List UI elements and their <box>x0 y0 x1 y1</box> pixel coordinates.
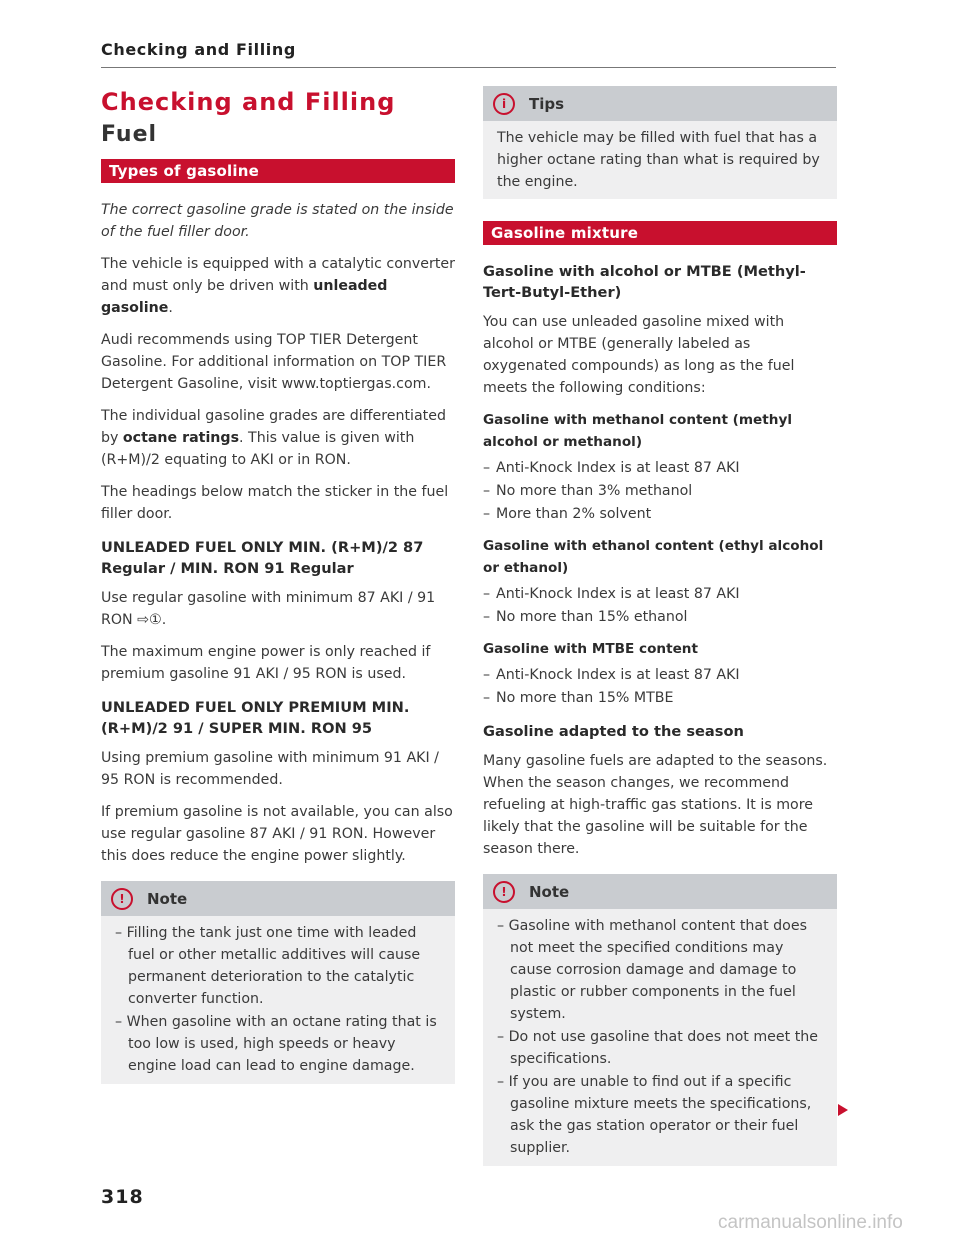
note-item: – Filling the tank just one time with leaded fuel or other metallic additives will cause permanent deterioration to the catalytic converter function. <box>115 925 421 1007</box>
heading-methanol: Gasoline with methanol content (methyl alcohol or methanol) <box>483 412 792 450</box>
chapter-title: Checking and Filling <box>101 88 396 116</box>
paragraph-octane: The individual gasoline grades are differentiated by octane ratings. This value is given with (R+M)/2 equating to AKI or in RON. <box>101 408 446 468</box>
list-item: – Anti-Knock Index is at least 87 AKI <box>483 460 740 476</box>
exclamation-circle-icon: ! <box>111 888 133 910</box>
note-item: – If you are unable to find out if a specific gasoline mixture meets the specifications, ask the gas station operator or their fuel supplier. <box>497 1074 812 1156</box>
watermark: carmanualsonline.info <box>718 1212 903 1233</box>
tips-box <box>483 86 837 199</box>
note-header <box>483 874 837 909</box>
section-bar-gasoline-mixture: Gasoline mixture <box>483 221 837 245</box>
left-column <box>101 82 455 1084</box>
paragraph-regular: Use regular gasoline with minimum 87 AKI / 91 RON ⇨①. <box>101 590 436 628</box>
paragraph-headings: The headings below match the sticker in the fuel filler door. <box>101 484 449 522</box>
heading-mtbe: Gasoline with MTBE content <box>483 641 698 657</box>
heading-season: Gasoline adapted to the season <box>483 723 744 740</box>
heading-ethanol: Gasoline with ethanol content (ethyl alcohol or ethanol) <box>483 538 824 576</box>
paragraph-premium: Using premium gasoline with minimum 91 AKI / 95 RON is recommended. <box>101 750 439 788</box>
paragraph-top-tier: Audi recommends using TOP TIER Detergent Gasoline. For additional information on TOP TIER Detergent Gasoline, visit www.toptiergas.com. <box>101 332 447 392</box>
exclamation-circle-icon: ! <box>493 881 515 903</box>
info-circle-icon: i <box>493 93 515 115</box>
heading-alcohol-mtbe: Gasoline with alcohol or MTBE (Methyl-Tert-Butyl-Ether) <box>483 263 806 301</box>
list-item: – Anti-Knock Index is at least 87 AKI <box>483 667 740 683</box>
right-column <box>483 86 837 1166</box>
note-title: Note <box>529 882 570 901</box>
note-item: – When gasoline with an octane rating that is too low is used, high speeds or heavy engine load can lead to engine damage. <box>115 1014 437 1074</box>
paragraph-season: Many gasoline fuels are adapted to the seasons. When the season changes, we recommend refueling at high-traffic gas stations. It is more likely that the gasoline will be suitable for the season there. <box>483 753 828 857</box>
paragraph-max-power: The maximum engine power is only reached if premium gasoline 91 AKI / 95 RON is used. <box>101 644 431 682</box>
list-item: – No more than 3% methanol <box>483 483 693 499</box>
note-header <box>101 881 455 916</box>
page-number: 318 <box>101 1186 144 1208</box>
running-header: Checking and Filling <box>101 40 836 68</box>
list-item: – No more than 15% ethanol <box>483 609 688 625</box>
list-item: – No more than 15% MTBE <box>483 690 674 706</box>
list-item: – More than 2% solvent <box>483 506 652 522</box>
tips-text: The vehicle may be filled with fuel that has a higher octane rating than what is required by the engine. <box>497 130 820 190</box>
paragraph-catalytic: The vehicle is equipped with a catalytic converter and must only be driven with unleaded gasoline. <box>101 256 455 316</box>
heading-premium: UNLEADED FUEL ONLY PREMIUM MIN. (R+M)/2 91 / SUPER MIN. RON 95 <box>101 699 410 737</box>
tips-title: Tips <box>529 94 565 113</box>
note-item: – Gasoline with methanol content that does not meet the specified conditions may cause corrosion damage and damage to plastic or rubber components in the fuel system. <box>497 918 807 1022</box>
tips-header <box>483 86 837 121</box>
section-bar-types-of-gasoline: Types of gasoline <box>101 159 455 183</box>
note-box-right <box>483 874 837 1166</box>
intro-text: The correct gasoline grade is stated on the inside of the fuel filler door. <box>101 202 454 240</box>
section-title: Fuel <box>101 122 158 147</box>
note-item: – Do not use gasoline that does not meet the specifications. <box>497 1029 818 1067</box>
triangle-right-icon[interactable] <box>838 1104 848 1116</box>
list-item: – Anti-Knock Index is at least 87 AKI <box>483 586 740 602</box>
note-reference-link[interactable]: ⇨①. <box>137 612 167 628</box>
paragraph-premium-unavailable: If premium gasoline is not available, you can also use regular gasoline 87 AKI / 91 RON. However this does reduce the engine power slightly. <box>101 804 453 864</box>
heading-regular: UNLEADED FUEL ONLY MIN. (R+M)/2 87 Regular / MIN. RON 91 Regular <box>101 539 424 577</box>
note-box-left <box>101 881 455 1084</box>
paragraph-oxygenated: You can use unleaded gasoline mixed with alcohol or MTBE (generally labeled as oxygenated compounds) as long as the fuel meets the following conditions: <box>483 314 795 396</box>
note-title: Note <box>147 889 188 908</box>
